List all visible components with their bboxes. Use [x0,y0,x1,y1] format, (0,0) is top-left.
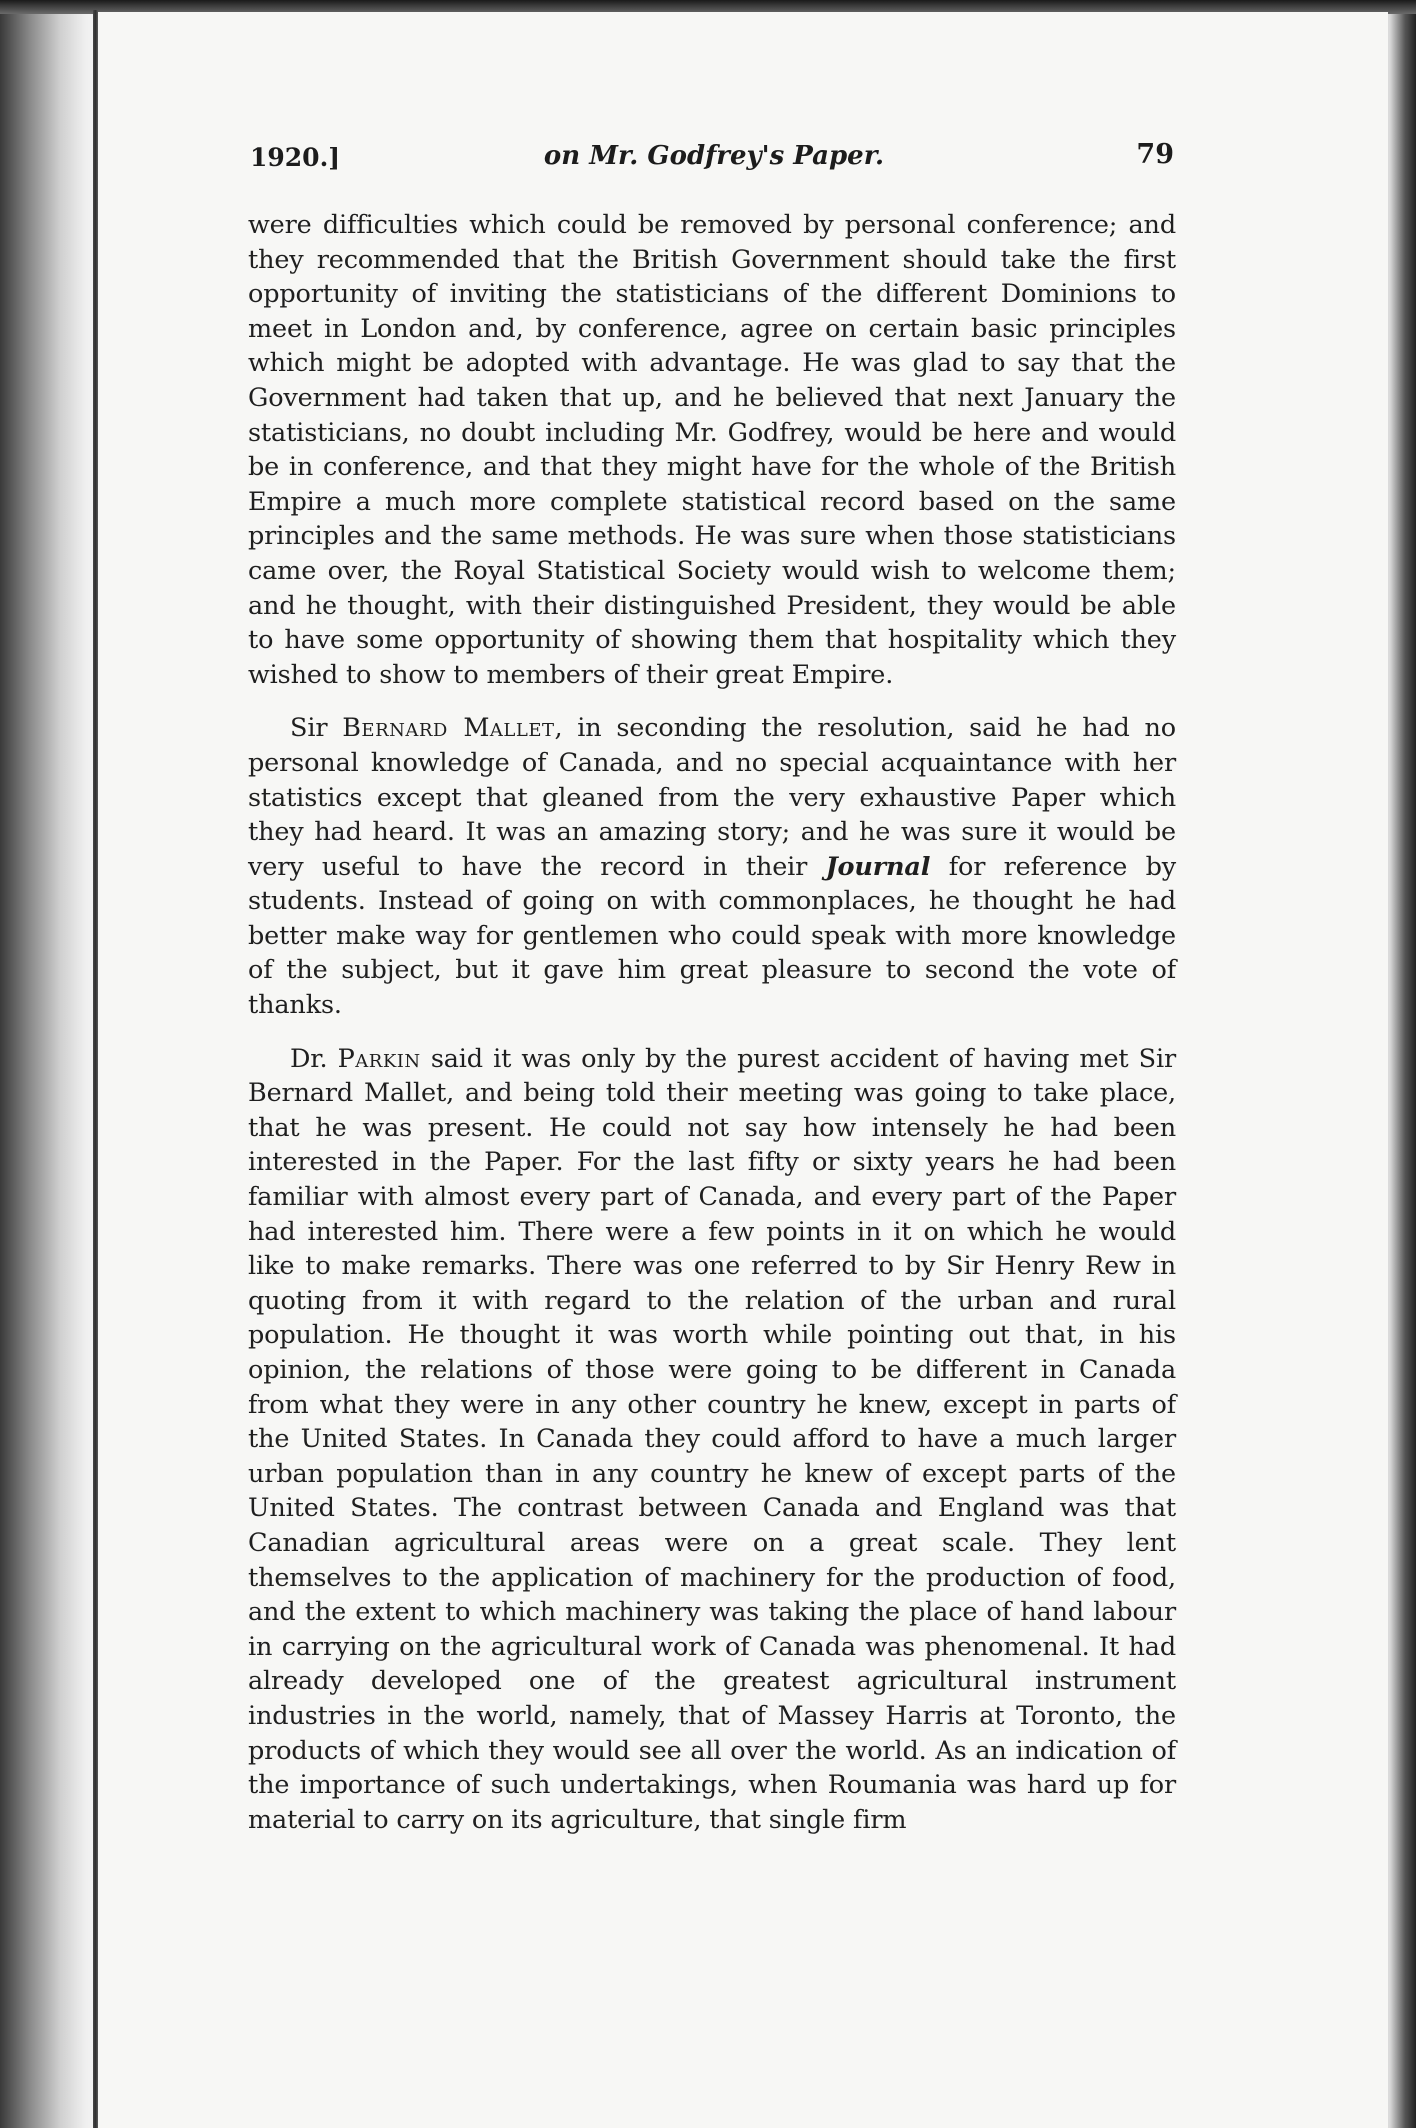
paragraph-text: said it was only by the purest accident of having met Sir Bernard Mallet, and being told their meeting was going to take place, that he was present. He could not say how intensely he had been interested in the Paper. For the last fifty or sixty years he had been familiar with almost every part of Canada, and every part of the Paper had interested him. There were a few points in it on which he would like to make remarks. There was one referred to by Sir Henry Rew in quoting from it with regard to the relation of the urban and rural population. He thought it was worth while pointing out that, in his opinion, the relations of those were going to be different in Canada from what they were in any other country he knew, except in parts of the United States. In Canada they could afford to have a much larger urban population than in any country he knew of except parts of the United States. The contrast between Canada and England was that Canadian agricultural areas were on a great scale. They lent themselves to the application of machinery for the production of food, and the extent to which machinery was taking the place of hand labour in carrying on the agricultural work of Canada was phenomenal. It had already developed one of the greatest agricultural instrument industries in the world, namely, that of Massey Harris at Toronto, the products of which they would see all over the world. As an indication of the importance of such undertakings, when Roumania was hard up for material to carry on its agriculture, that single firm [248,1043,1176,1835]
paragraph-text: for reference by students. Instead of going on with commonplaces, he thought he had better make way for gentlemen who could speak with more knowledge of the subject, but it gave him great pleasure to second the vote of thanks. [248,851,1176,1021]
paragraph-mallet [248,711,1176,1022]
speaker-prefix: Sir [290,713,343,744]
paragraph-text: , in seconding the resolution, said he had no personal knowledge of Canada, and no special acquaintance with her statistics except that gleaned from the very exhaustive Paper which they had heard. It was an amazing story; and he was sure it would be very useful to have the record in their [248,713,1176,882]
paragraph-parkin [248,1042,1176,1838]
page-number: 79 [1136,139,1174,170]
journal-italic: Journal [825,851,931,882]
header-running-title: on Mr. Godfrey's Paper. [543,141,885,171]
speaker-name: Bernard Mallet [342,713,555,744]
page-body [248,208,1176,1837]
running-header [250,135,1178,185]
speaker-prefix: Dr. [290,1043,338,1074]
paragraph-continuation: were difficulties which could be removed by personal conference; and they recommended that the British Government should take the first opportunity of inviting the statisticians of the different Dominions to meet in London and, by conference, agree on certain basic principles which might be adopted with advantage. He was glad to say that the Government had taken that up, and he believed that next January the statisticians, no doubt including Mr. Godfrey, would be here and would be in conference, and that they might have for the whole of the British Empire a much more complete statistical record based on the same principles and the same methods. He was sure when those statisticians came over, the Royal Statistical Society would wish to welcome them; and he thought, with their distinguished President, they would be able to have some opportunity of showing them that hospitality which they wished to show to members of their great Empire. [248,210,1176,690]
speaker-name: Parkin [337,1043,421,1074]
header-year: 1920.] [250,143,341,172]
